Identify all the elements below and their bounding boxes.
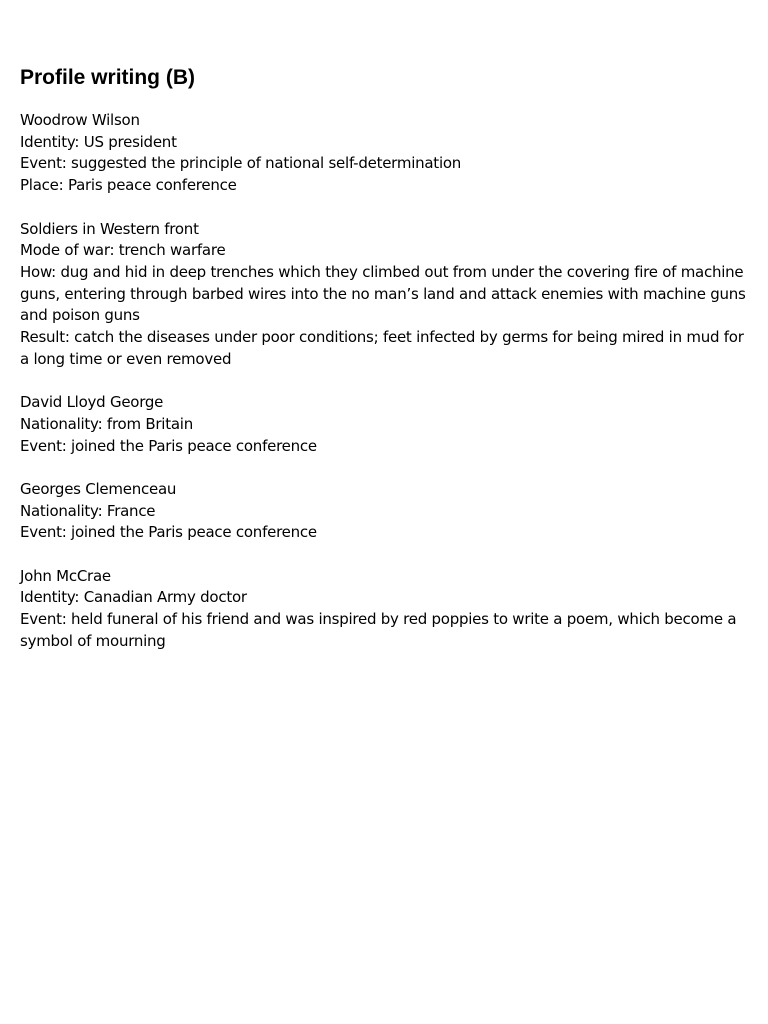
- profile-name: Woodrow Wilson: [20, 111, 140, 129]
- profile-result: Result: catch the diseases under poor conditions; feet infected by germs for being mired in mud for a long time or even removed: [20, 328, 744, 368]
- profile-john-mccrae: [20, 566, 748, 653]
- profile-name: David Lloyd George: [20, 393, 164, 412]
- profile-event: Event: suggested the principle of national self-determination: [20, 154, 462, 173]
- profile-name: Soldiers in Western front: [20, 219, 199, 238]
- document-body: [20, 110, 748, 653]
- profile-event: Event: joined the Paris peace conference: [20, 436, 317, 455]
- profile-event: Event: joined the Paris peace conference: [20, 523, 317, 542]
- profile-how: How: dug and hid in deep trenches which they climbed out from under the covering fire of machine guns, entering through barbed wires into the no man’s land and attack enemies with machine guns and poison guns: [20, 262, 746, 325]
- profile-name: John McCrae: [20, 566, 111, 585]
- profile-identity: Identity: US president: [20, 132, 177, 151]
- profile-soldiers-western-front: [20, 219, 748, 371]
- page-title: Profile writing (B): [20, 66, 195, 89]
- profile-mode-of-war: Mode of war: trench warfare: [20, 241, 226, 260]
- profile-name: Georges Clemenceau: [20, 479, 177, 498]
- profile-david-lloyd-george: [20, 392, 748, 457]
- profile-georges-clemenceau: [20, 479, 748, 544]
- profile-event: Event: held funeral of his friend and was inspired by red poppies to write a poem, which become a symbol of mourning: [20, 610, 737, 650]
- profile-place: Place: Paris peace conference: [20, 176, 237, 195]
- profile-nationality: Nationality: from Britain: [20, 414, 193, 433]
- profile-identity: Identity: Canadian Army doctor: [20, 588, 247, 607]
- document-page: [20, 62, 748, 674]
- profile-woodrow-wilson: [20, 110, 748, 197]
- profile-nationality: Nationality: France: [20, 501, 156, 520]
